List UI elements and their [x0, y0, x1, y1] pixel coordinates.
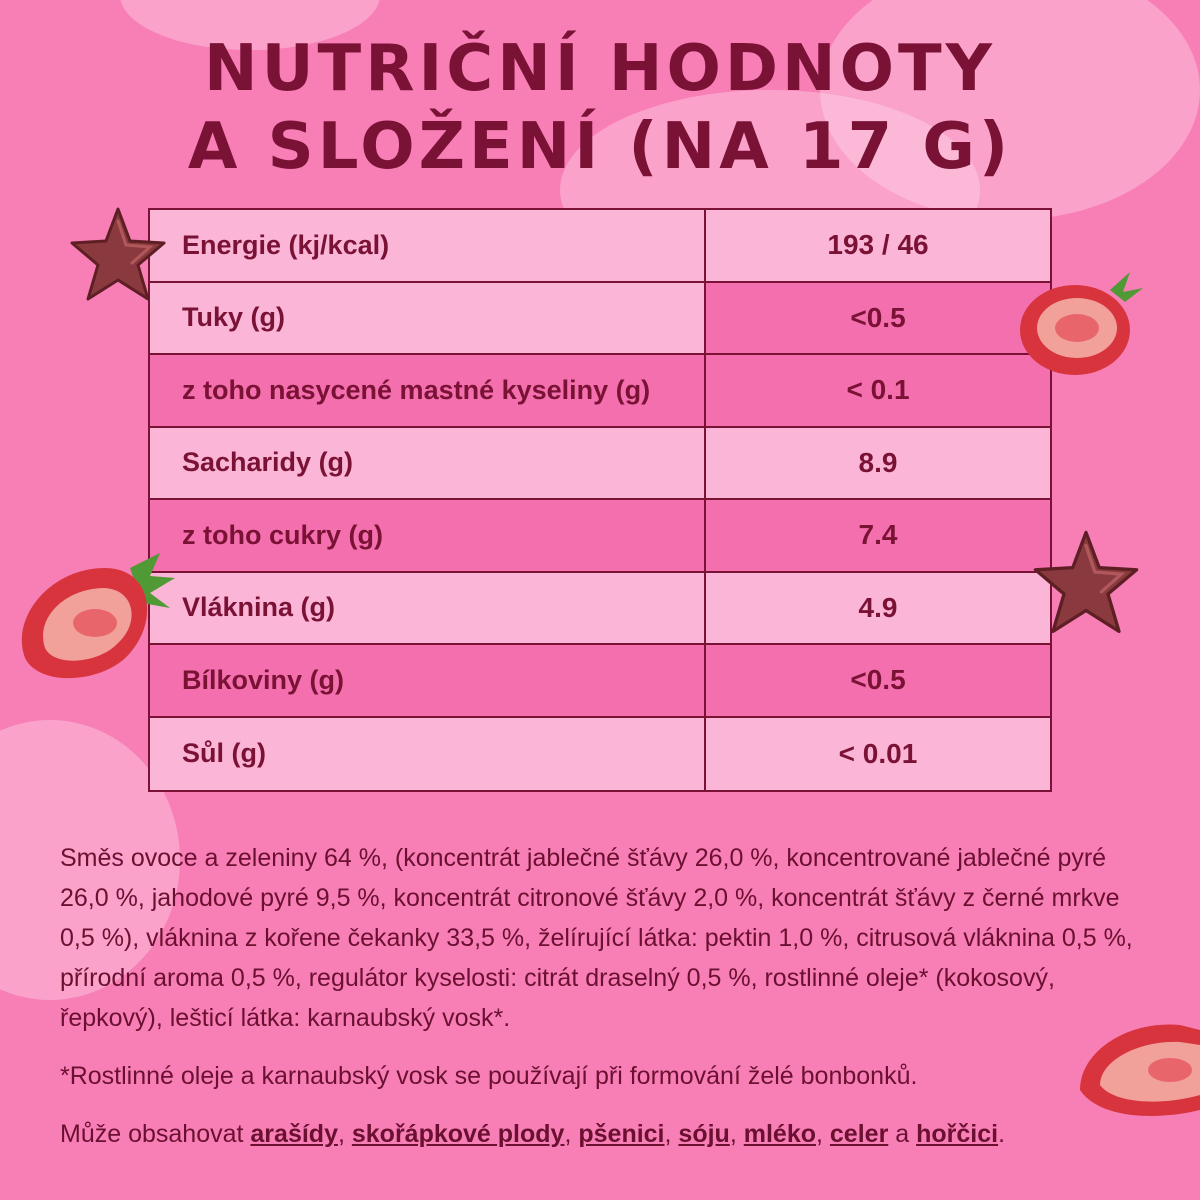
allergen-item: arašídy	[250, 1120, 338, 1148]
nutrient-label: Tuky (g)	[150, 283, 706, 354]
allergen-prefix: Může obsahovat	[60, 1120, 244, 1148]
nutrient-label: Sůl (g)	[150, 718, 706, 791]
allergen-item: hořčici	[916, 1120, 999, 1148]
star-gummy-icon	[68, 205, 168, 305]
nutrient-value: 4.9	[858, 591, 898, 623]
nutrient-value: <0.5	[850, 301, 906, 333]
nutrient-value: 7.4	[858, 519, 898, 551]
allergen-separator: ,	[564, 1120, 579, 1148]
nutrient-label: Vláknina (g)	[150, 573, 706, 644]
nutrient-label: Energie (kj/kcal)	[150, 210, 706, 281]
nutrient-label: z toho cukry (g)	[150, 500, 706, 571]
nutrient-label: Sacharidy (g)	[150, 428, 706, 499]
allergen-statement	[60, 1114, 1150, 1154]
table-row	[150, 355, 1050, 428]
ingredients-section	[60, 838, 1150, 1172]
allergen-end: .	[998, 1120, 1006, 1148]
nutrient-value: 193 / 46	[827, 229, 929, 261]
nutrient-value: < 0.01	[838, 737, 918, 769]
nutrition-table	[148, 208, 1052, 792]
nutrient-label: z toho nasycené mastné kyseliny (g)	[150, 355, 706, 426]
title-line-1: NUTRIČNÍ HODNOTY	[204, 32, 996, 106]
allergen-conjunction: a	[888, 1120, 917, 1148]
nutrient-value: 8.9	[858, 446, 898, 478]
allergen-item: mléko	[743, 1120, 816, 1148]
table-row	[150, 500, 1050, 573]
allergen-item: celer	[829, 1120, 889, 1148]
nutrient-value: <0.5	[850, 664, 906, 696]
allergen-separator: ,	[664, 1120, 679, 1148]
table-row	[150, 283, 1050, 356]
star-gummy-icon	[1030, 528, 1142, 638]
page-title	[0, 30, 1200, 186]
allergen-item: pšenici	[578, 1120, 665, 1148]
table-row	[150, 210, 1050, 283]
footnote: *Rostlinné oleje a karnaubský vosk se používají při formování želé bonbonků.	[60, 1062, 918, 1090]
table-row	[150, 428, 1050, 501]
ingredients-text: Směs ovoce a zeleniny 64 %, (koncentrát jablečné šťávy 26,0 %, koncentrované jablečné pyré 26,0 %, jahodové pyré 9,5 %, koncentrát citronové šťávy 2,0 %, koncentrát šťávy z černé mrkve 0,5 %), vláknina z kořene čekanky 33,5 %, želírující látka: pektin 1,0 %, citrusová vláknina 0,5 %, přírodní aroma 0,5 %, regulátor kyselosti: citrát draselný 0,5 %, rostlinné oleje* (kokosový, řepkový), lešticí látka: karnaubský vosk*.	[60, 844, 1133, 1032]
allergen-separator: ,	[337, 1120, 352, 1148]
allergen-item: skořápkové plody	[351, 1120, 565, 1148]
table-row	[150, 718, 1050, 791]
allergen-separator: ,	[816, 1120, 830, 1148]
strawberry-icon	[1015, 262, 1145, 382]
allergen-item: sóju	[678, 1120, 730, 1148]
nutrient-value: < 0.1	[846, 374, 910, 406]
title-line-2: A SLOŽENÍ (NA 17 G)	[187, 110, 1013, 184]
strawberry-icon	[10, 548, 175, 688]
nutrient-label: Bílkoviny (g)	[150, 645, 706, 716]
table-row	[150, 645, 1050, 718]
allergen-separator: ,	[729, 1120, 744, 1148]
table-row	[150, 573, 1050, 646]
